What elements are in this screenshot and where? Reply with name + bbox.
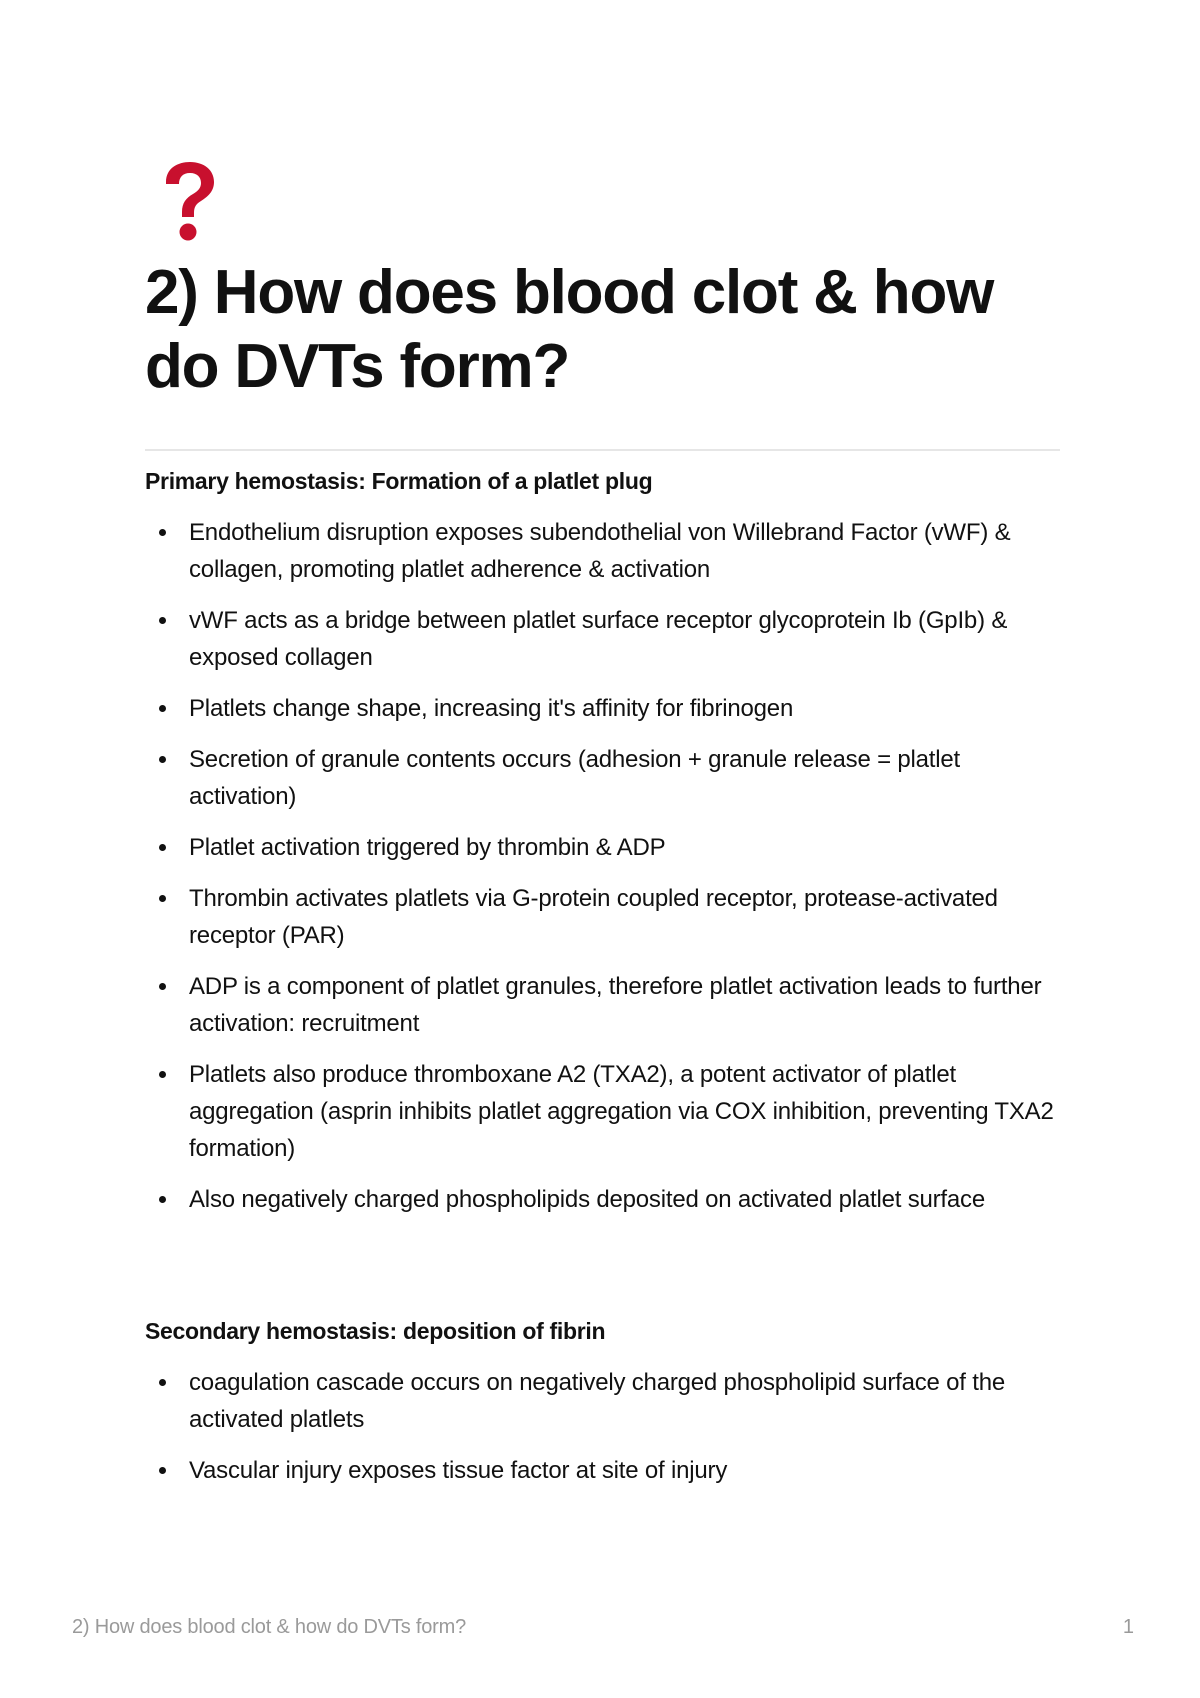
page-title: 2) How does blood clot & how do DVTs form? <box>145 258 994 401</box>
bullet-icon <box>159 844 166 851</box>
list-item <box>145 880 1065 954</box>
bullet-icon <box>159 617 166 624</box>
list-item-text: Platlets also produce thromboxane A2 (TXA2), a potent activator of platlet aggregation (asprin inhibits platlet aggregation via COX inhibition, preventing TXA2 formation) <box>189 1061 1054 1162</box>
list-item-text: Also negatively charged phospholipids deposited on activated platlet surface <box>189 1186 985 1213</box>
list-item <box>145 1364 1065 1438</box>
section-secondary-hemostasis <box>145 1316 1065 1503</box>
list-item <box>145 514 1065 588</box>
list-item <box>145 1181 1065 1218</box>
list-item-text: Secretion of granule contents occurs (adhesion + granule release = platlet activation) <box>189 746 961 810</box>
list-item-text: Platlet activation triggered by thrombin & ADP <box>189 834 666 861</box>
bullet-list <box>145 514 1065 1218</box>
page-number: 1 <box>1122 1616 1134 1638</box>
bullet-icon <box>159 1379 166 1386</box>
list-item-text: Thrombin activates platlets via G-protein coupled receptor, protease-activated receptor (PAR) <box>189 885 998 949</box>
list-item <box>145 1452 1065 1489</box>
question-mark-icon <box>160 160 220 244</box>
list-item-text: ADP is a component of platlet granules, therefore platlet activation leads to further activation: recruitment <box>189 973 1042 1037</box>
list-item <box>145 968 1065 1042</box>
list-item-text: Platlets change shape, increasing it's affinity for fibrinogen <box>189 695 794 722</box>
section-heading: Primary hemostasis: Formation of a platlet plug <box>145 468 653 494</box>
bullet-list <box>145 1364 1065 1489</box>
bullet-icon <box>159 1467 166 1474</box>
bullet-icon <box>159 1071 166 1078</box>
bullet-icon <box>159 529 166 536</box>
footer-title: 2) How does blood clot & how do DVTs form? <box>72 1616 467 1638</box>
bullet-icon <box>159 895 166 902</box>
bullet-icon <box>159 983 166 990</box>
list-item <box>145 741 1065 815</box>
title-divider <box>145 449 1060 451</box>
list-item <box>145 690 1065 727</box>
list-item-text: coagulation cascade occurs on negatively charged phospholipid surface of the activated platlets <box>189 1369 1006 1433</box>
list-item <box>145 829 1065 866</box>
section-heading: Secondary hemostasis: deposition of fibrin <box>145 1318 606 1344</box>
bullet-icon <box>159 1196 166 1203</box>
list-item-text: Endothelium disruption exposes subendothelial von Willebrand Factor (vWF) & collagen, promoting platlet adherence & activation <box>189 519 1011 583</box>
list-item-text: Vascular injury exposes tissue factor at site of injury <box>189 1457 728 1484</box>
section-primary-hemostasis <box>145 466 1065 1232</box>
list-item <box>145 602 1065 676</box>
bullet-icon <box>159 756 166 763</box>
bullet-icon <box>159 705 166 712</box>
list-item-text: vWF acts as a bridge between platlet surface receptor glycoprotein Ib (GpIb) & exposed collagen <box>189 607 1008 671</box>
list-item <box>145 1056 1065 1167</box>
